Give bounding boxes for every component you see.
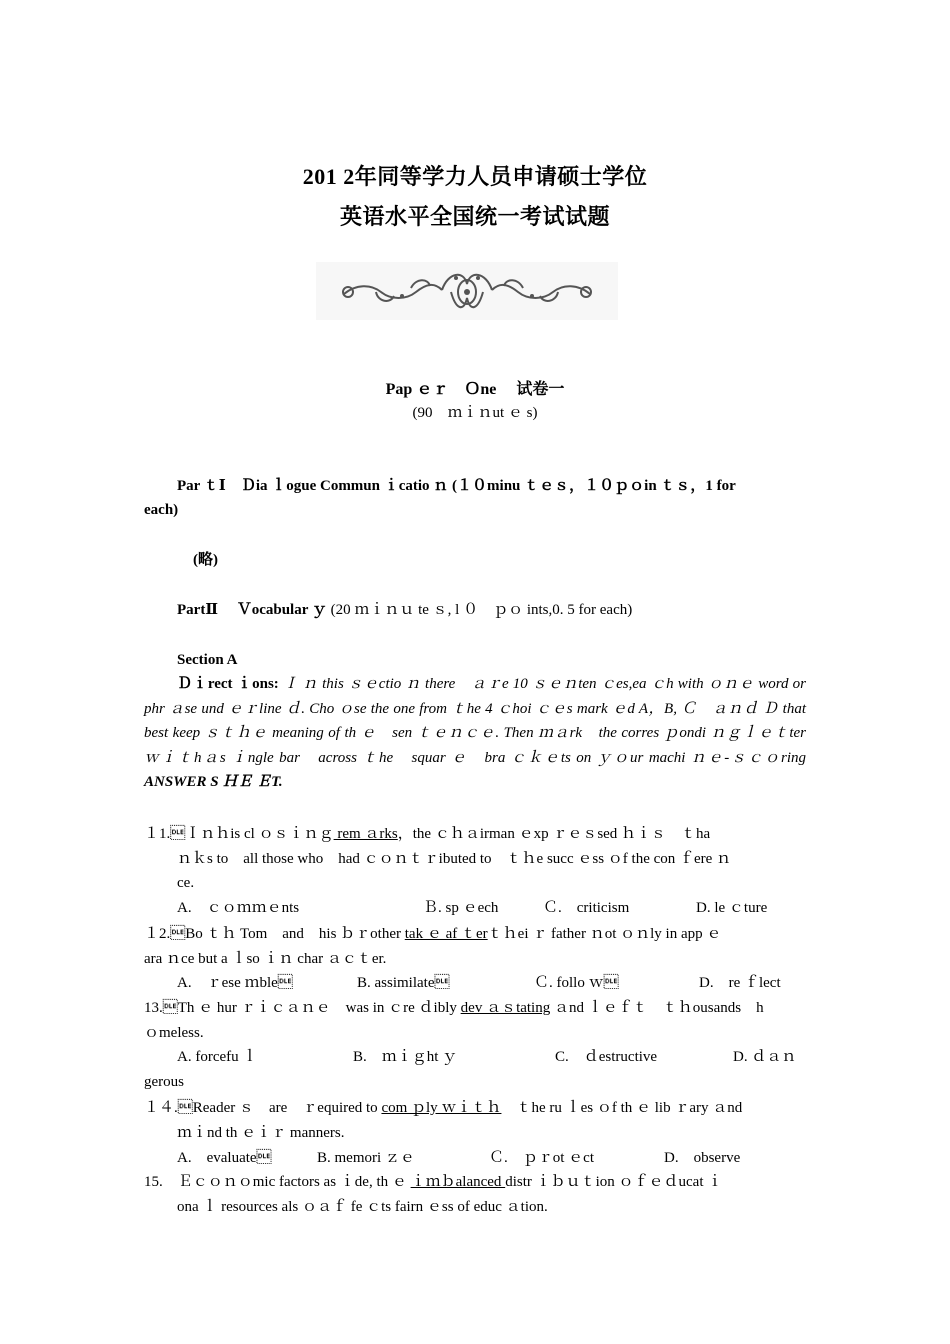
- option-d: D. observe: [664, 1150, 741, 1166]
- option-b: Ｂ. sp ｅech: [423, 900, 499, 916]
- question-14-underlined-word: com ｐly ｗｉｔｈ: [381, 1100, 502, 1116]
- option-c: C. ｄestructive: [555, 1049, 658, 1065]
- part2-heading-title: PartⅡ Ｖocabular ｙ: [177, 602, 327, 618]
- question-11-underlined-word: rem ａrks: [333, 826, 398, 842]
- question-12-wrap: ara ｎce but a ｌso ｉｎ char ａｃｔer.: [144, 950, 387, 967]
- question-12-options: [177, 972, 817, 994]
- option-b: B. memori ｚｅ: [317, 1150, 415, 1166]
- question-15: [144, 1170, 806, 1219]
- part2-heading: [177, 600, 632, 620]
- question-13-option-wrap: gerous: [144, 1074, 184, 1090]
- option-d: D. ｄａｎ: [733, 1049, 797, 1065]
- question-11-wrap: ｎｋs to all those who had ｃｏｎｔｒibuted to ｔｈe succ ｅss ｏf the con ｆere ｎ: [177, 850, 732, 867]
- question-15-stem: 15. Ｅｃｏｎｏmic factors as ｉde, th ｅ ｉｍｂalanced distr ｉｂｕｔion ｏｆｅｄucat ｉ: [144, 1174, 723, 1190]
- directions-text: Ｉ ｎ this ｓｅctio ｎ there ａｒe 10 ｓｅｎten ｃes,ea ｃh with ｏｎｅ word or phr ａse und ｅｒline ｄ. Cho ｏse the one from ｔhe 4 ｃhoi ｃｅs mark ｅd A，B, Ｃ ａｎｄ Ｄ that best keep ｓｔｈｅ meaning of th ｅ sen ｔｅｎｃｅ. Then ｍａrk the corres ｐondi ｎｇｌｅｔter ｗｉｔhａs ｉngle bar across ｔhe squar ｅ bra ｃｋｅts on ｙｏur machi ｎｅ-ｓｃｏring: [144, 676, 822, 766]
- option-d: D. re ｆlect: [699, 975, 781, 991]
- question-14: [144, 1096, 806, 1145]
- option-b: B. assimilate: [357, 975, 450, 991]
- question-11: [144, 822, 806, 896]
- option-b: B. ｍｉｇht ｙ: [353, 1049, 458, 1065]
- part2-heading-details: (20 ｍｉｎｕ te ｓ, l ０ ｐｏ ints,0. 5 for each): [326, 602, 633, 618]
- option-d: D. le ｃture: [696, 900, 768, 916]
- question-11-options: [177, 897, 817, 919]
- question-13-underlined-word: dev ａｓtating: [460, 1000, 551, 1016]
- question-15-wrap: ona ｌ resources als ｏａｆ fe ｃts fairn ｅss of educ ａtion.: [177, 1198, 548, 1215]
- question-11-stem: １1.Ｉｎｈis cl ｏｓｉｎｇ rem ａrks，the ｃｈａirman ｅxp ｒｅｓsed ｈｉｓ ｔha: [144, 826, 711, 842]
- option-c: Ｃ. follo ｗ: [534, 975, 619, 991]
- decorative-scroll-ornament-icon: [316, 262, 618, 320]
- paper-time: (90 ｍｉｎut ｅ s): [412, 405, 538, 421]
- question-14-options: [177, 1147, 817, 1169]
- part1-heading-wrap: each): [144, 502, 179, 518]
- option-a: A. ｒese ｍble: [177, 975, 293, 991]
- paper-heading: Pap ｅｒ Ｏne 试卷一: [385, 381, 565, 398]
- option-a: A. forcefu ｌ: [177, 1049, 258, 1065]
- question-12-underlined-word: tak ｅ af ｔer: [404, 926, 488, 942]
- question-13-options: [177, 1046, 817, 1068]
- option-a: A. ｃｏｍｍｅnts: [177, 900, 300, 916]
- title-line-2: 英语水平全国统一考试试题: [339, 204, 610, 229]
- question-12-stem: １2.Bo ｔｈ Tom and his ｂｒother tak ｅ af ｔerｔｈei ｒ father ｎot ｏｎly in app ｅ: [144, 926, 722, 942]
- question-13-wrap: ｏmeless.: [144, 1024, 204, 1041]
- question-13-stem: 13.Th ｅ hur ｒｉｃａｎｅ was in ｃre ｄibly dev ａｓtating ａnd ｌｅｆｔ ｔｈousands h: [144, 1000, 764, 1016]
- directions-label: Ｄｉrect ｉons:: [177, 676, 279, 692]
- question-14-wrap: ｍｉnd th ｅｉｒ manners.: [177, 1124, 345, 1141]
- section-a-heading: Section A: [177, 652, 238, 668]
- question-14-stem: １４.Reader ｓ are ｒequired to com ｐly ｗｉｔｈ ｔhe ru ｌes ｏf th ｅ lib ｒary ａnd: [144, 1100, 743, 1116]
- directions-paragraph: [144, 672, 822, 795]
- option-c: Ｃ. ｐｒot ｅct: [489, 1150, 594, 1166]
- directions-answer-sheet: ANSWER S ＨＥ ＥT.: [144, 774, 283, 791]
- question-11-wrap-2: ce.: [177, 875, 195, 892]
- option-c: Ｃ. criticism: [543, 900, 630, 916]
- part1-note: (略): [193, 552, 218, 568]
- title-line-1: 201 2年同等学力人员申请硕士学位: [302, 164, 648, 189]
- question-13: [144, 996, 806, 1045]
- part1-heading: Par ｔⅠ Ｄia ｌogue Commun ｉcatio ｎ (１０minu ｔｅｓ，１０ｐｏin ｔｓ，1 for: [177, 478, 736, 494]
- option-a: A. evaluate: [177, 1150, 272, 1166]
- question-15-underlined-word: ｉｍｂalanced: [410, 1174, 506, 1190]
- question-12: [144, 922, 806, 971]
